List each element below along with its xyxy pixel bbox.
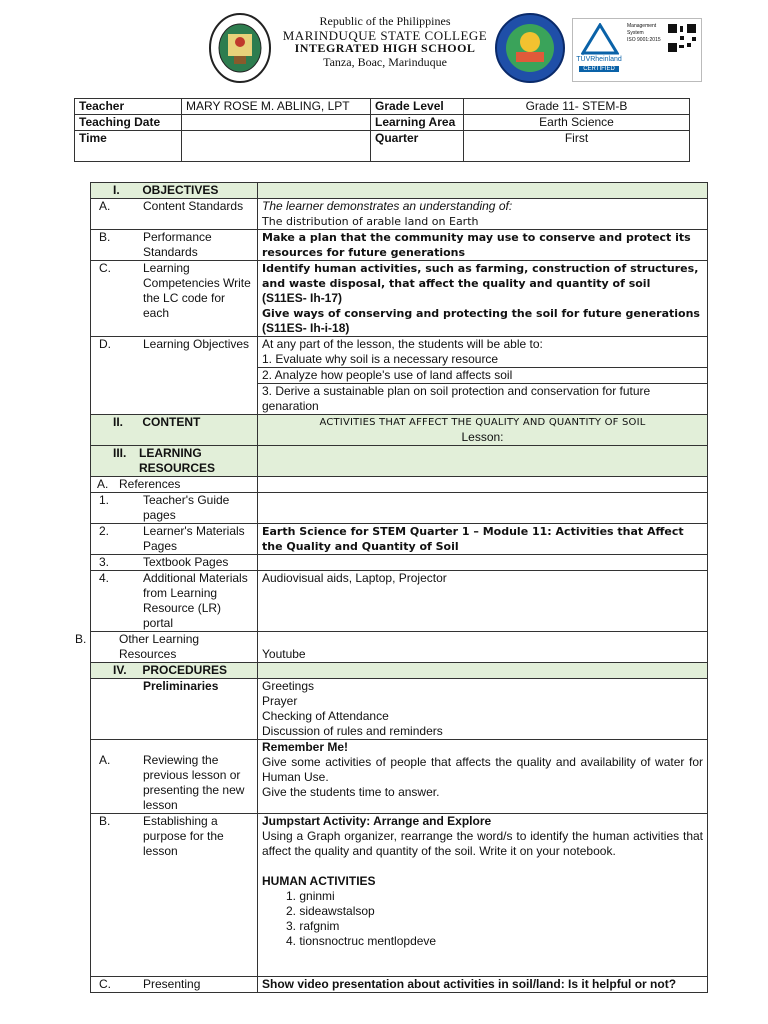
content-standards-row: A. Content Standards The learner demonstrates an understanding of: The distribution of arable land on Earth <box>91 199 708 230</box>
presenting-text: Show video presentation about activities in soil/land: Is it helpful or not? <box>258 977 708 993</box>
teaching-date-value <box>182 115 371 131</box>
certified-badge: CERTIFIED <box>579 66 619 72</box>
scrambled-word: 4. tionsnoctruc mentlopdeve <box>286 934 437 948</box>
additional-materials-text: Audiovisual aids, Laptop, Projector <box>258 571 708 632</box>
performance-standard-text: Make a plan that the community may use to conserve and protect its resources for future generations <box>258 230 708 261</box>
learning-competencies-row: C. Learning Competencies Write the LC code for each Identify human activities, such as farming, construction of structures, and waste disposal, that affect the quality and quantity of soil (S11ES- Ih-17) Give ways of conserving and protecting the soil for future generations (S11ES- Ih-i-18) <box>91 261 708 337</box>
section-objectives <box>91 183 708 199</box>
preliminaries-label: Preliminaries <box>91 679 258 740</box>
prelim-item: Discussion of rules and reminders <box>262 724 443 738</box>
tuv-triangle-icon <box>581 23 619 55</box>
section-title: OBJECTIVES <box>142 183 219 197</box>
scrambled-word: 2. sideawstalsop <box>286 904 375 918</box>
cert-line-3: ISO 9001:2015 <box>627 37 661 43</box>
teachers-guide-row: 1. Teacher's Guide pages <box>91 493 708 524</box>
competency-text-2: Give ways of conserving and protecting the soil for future generations <box>262 307 700 320</box>
quarter-value: First <box>464 131 690 162</box>
review-activity-title: Remember Me! <box>262 740 349 754</box>
grade-level-value: Grade 11- STEM-B <box>464 99 690 115</box>
jumpstart-text: Using a Graph organizer, rearrange the word/s to identify the human activities that affect the quality and quantity of the soil. Write it on your notebook. <box>262 829 703 858</box>
competency-code-2: (S11ES- Ih-i-18) <box>262 321 350 335</box>
section-learning-resources: III. LEARNING RESOURCES <box>91 446 708 477</box>
content-topic: ACTIVITIES THAT AFFECT THE QUALITY AND QUANTITY OF SOIL <box>319 417 646 428</box>
certification-badge <box>572 18 702 82</box>
learning-area-value: Earth Science <box>464 115 690 131</box>
objective-1: 1. Evaluate why soil is a necessary resource <box>262 352 499 366</box>
time-label: Time <box>75 131 182 162</box>
cert-line-2: System <box>627 30 644 36</box>
learning-objectives-row-1: D. Learning Objectives At any part of the lesson, the students will be able to: 1. Evaluate why soil is a necessary resource <box>91 337 708 368</box>
objectives-intro: At any part of the lesson, the students will be able to: <box>262 337 543 351</box>
time-value <box>182 131 371 162</box>
teacher-value: MARY ROSE M. ABLING, LPT <box>182 99 371 115</box>
competency-code-1: (S11ES- Ih-17) <box>262 291 343 305</box>
grade-level-label: Grade Level <box>371 99 464 115</box>
competency-text-1: Identify human activities, such as farming, construction of structures, and waste disposal, that affect the quality and quantity of soil <box>262 262 699 290</box>
review-activity-text: Give some activities of people that affects the quality and availability of water for Human Use. <box>262 755 703 784</box>
section-number: I. <box>113 183 120 197</box>
content-standard-text: The distribution of arable land on Earth <box>262 215 479 228</box>
human-activities-title: HUMAN ACTIVITIES <box>262 874 376 888</box>
reviewing-row: A. Reviewing the previous lesson or presenting the new lesson Remember Me! Give some activities of people that affects the quality and availability of water for Human Use. Give the students time to answer. <box>91 740 708 814</box>
content-lesson: Lesson: <box>461 430 504 444</box>
section-procedures: IV. PROCEDURES <box>91 663 708 679</box>
qr-code-icon <box>667 23 697 53</box>
header-school: INTEGRATED HIGH SCHOOL <box>294 41 476 55</box>
learning-area-label: Learning Area <box>371 115 464 131</box>
teaching-date-label: Teaching Date <box>75 115 182 131</box>
scrambled-word: 3. rafgnim <box>286 919 340 933</box>
tuv-label: TÜVRheinland <box>576 56 622 63</box>
performance-standards-row: B. Performance Standards Make a plan that the community may use to conserve and protect its resources for future generations <box>91 230 708 261</box>
college-seal-logo <box>208 12 272 84</box>
references-row: A. References <box>91 477 708 493</box>
learners-materials-text: Earth Science for STEM Quarter 1 – Module 11: Activities that Affect the Quality and Quantity of Soil <box>258 524 708 555</box>
section-content: II. CONTENT ACTIVITIES THAT AFFECT THE QUALITY AND QUANTITY OF SOIL Lesson: <box>91 415 708 446</box>
document-header <box>0 12 768 87</box>
header-address: Tanza, Boac, Marinduque <box>323 54 447 69</box>
scrambled-word: 1. gninmi <box>286 889 335 903</box>
quarter-label: Quarter <box>371 131 464 162</box>
review-activity-note: Give the students time to answer. <box>262 785 440 799</box>
prelim-item: Prayer <box>262 694 298 708</box>
prelim-item: Greetings <box>262 679 315 693</box>
content-standard-intro: The learner demonstrates an understanding of: <box>262 199 513 213</box>
objective-3: 3. Derive a sustainable plan on soil protection and conservation for future genaration <box>258 384 708 415</box>
header-country: Republic of the Philippines <box>319 14 451 28</box>
textbook-pages-row: 3. Textbook Pages <box>91 555 708 571</box>
other-resources-row: B. Other Learning Resources Youtube <box>91 632 708 663</box>
learners-materials-row: 2. Learner's Materials Pages Earth Science for STEM Quarter 1 – Module 11: Activities that Affect the Quality and Quantity of Soil <box>91 524 708 555</box>
additional-materials-row: 4. Additional Materials from Learning Resource (LR) portal Audiovisual aids, Laptop, Projector <box>91 571 708 632</box>
jumpstart-title: Jumpstart Activity: Arrange and Explore <box>262 814 492 828</box>
teacher-label: Teacher <box>75 99 182 115</box>
high-school-seal-logo <box>494 12 566 84</box>
presenting-row: C. Presenting Show video presentation about activities in soil/land: Is it helpful or not? <box>91 977 708 993</box>
cert-line-1: Management <box>627 23 657 29</box>
class-info-table <box>74 98 690 162</box>
objective-2: 2. Analyze how people's use of land affects soil <box>258 368 708 384</box>
prelim-item: Checking of Attendance <box>262 709 389 723</box>
preliminaries-row <box>91 679 708 740</box>
lesson-plan-table <box>75 182 708 993</box>
other-resources-text: Youtube <box>258 632 708 663</box>
establishing-purpose-row: B. Establishing a purpose for the lesson Jumpstart Activity: Arrange and Explore Using a Graph organizer, rearrange the word/s to identify the human activities that affect the quality and quantity of the soil. Write it on your notebook. HUMAN ACTIVITIES 1. gninmi 2. sideawstalsop 3. rafgnim 4. tionsnoctruc mentlopdeve <box>91 814 708 977</box>
header-college: MARINDUQUE STATE COLLEGE <box>282 27 488 43</box>
